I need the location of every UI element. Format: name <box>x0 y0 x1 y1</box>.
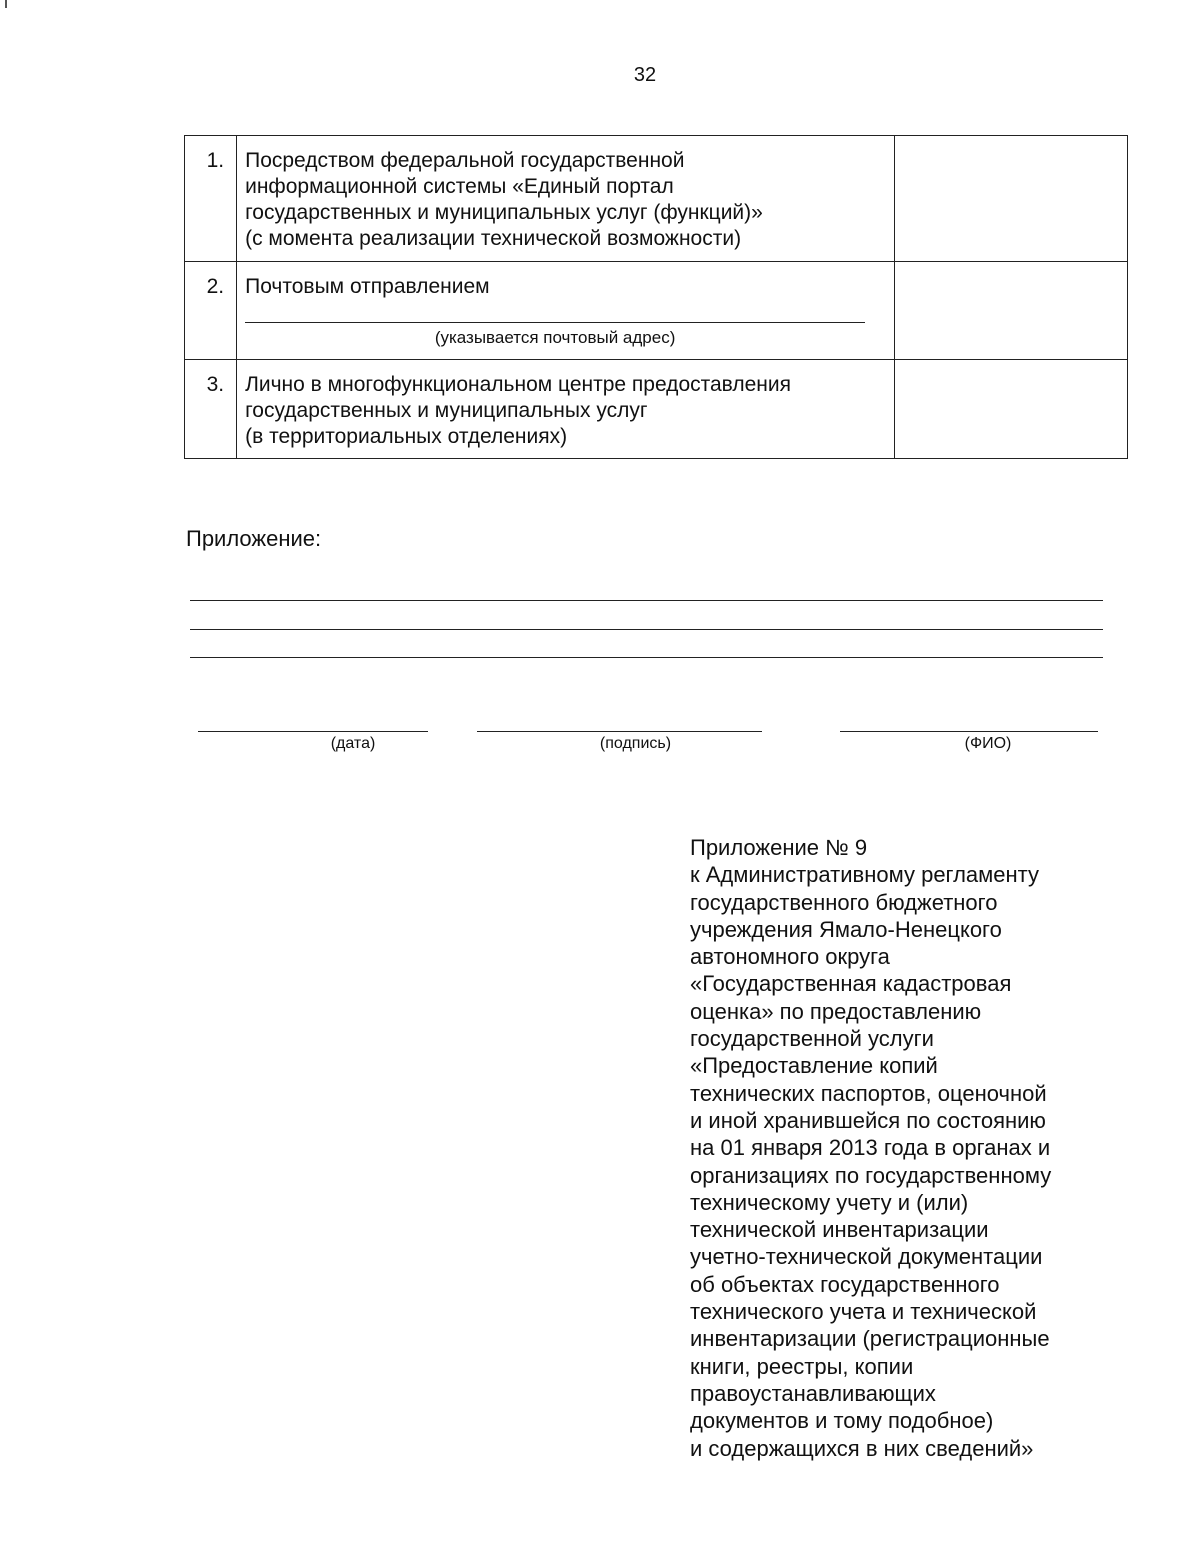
annex-line: документов и тому подобное) <box>690 1408 994 1434</box>
annex-line: и содержащихся в них сведений» <box>690 1435 1034 1461</box>
annex-line: об объектах государственного <box>690 1271 1000 1297</box>
method-line: (с момента реализации технической возможности) <box>245 227 742 250</box>
annex-line: правоустанавливающих <box>690 1380 936 1406</box>
annex-line: автономного округа <box>690 944 890 970</box>
row-check-cell[interactable] <box>894 262 1128 360</box>
method-line: государственных и муниципальных услуг <box>245 399 648 422</box>
annex-line: книги, реестры, копии <box>690 1353 914 1379</box>
annex-line: техническому учету и (или) <box>690 1189 969 1215</box>
annex-line: организациях по государственному <box>690 1162 1052 1188</box>
appendix-blank-line[interactable] <box>190 600 1103 601</box>
row-number: 2. <box>185 262 237 360</box>
annex-line: государственного бюджетного <box>690 889 998 915</box>
annex-line: и иной хранившейся по состоянию <box>690 1107 1046 1133</box>
date-caption: (дата) <box>330 735 376 752</box>
appendix-label: Приложение: <box>186 526 322 551</box>
delivery-methods-table <box>184 135 1128 459</box>
postal-address-line[interactable] <box>245 322 865 323</box>
scan-mark <box>5 0 7 8</box>
method-line: государственных и муниципальных услуг (функций)» <box>245 201 763 224</box>
annex-line: «Государственная кадастровая <box>690 971 1012 997</box>
annex-line: на 01 января 2013 года в органах и <box>690 1135 1051 1161</box>
table-row <box>185 360 1128 459</box>
annex-line: технического учета и технической <box>690 1299 1037 1325</box>
annex-line: к Административному регламенту <box>690 862 1040 888</box>
row-method-text <box>237 262 894 360</box>
row-method-text <box>237 360 894 459</box>
signature-caption: (подпись) <box>599 735 672 752</box>
appendix-blank-line[interactable] <box>190 629 1103 630</box>
row-number: 1. <box>185 136 237 262</box>
method-line: (в территориальных отделениях) <box>245 425 568 448</box>
table-row <box>185 136 1128 262</box>
date-line[interactable] <box>198 731 428 732</box>
annex-line: государственной услуги <box>690 1026 934 1052</box>
method-line: информационной системы «Единый портал <box>245 175 674 198</box>
table-row <box>185 262 1128 360</box>
annex-line: технической инвентаризации <box>690 1217 989 1243</box>
name-caption: (ФИО) <box>964 735 1012 752</box>
page-number: 32 <box>633 64 657 86</box>
annex-line: технических паспортов, оценочной <box>690 1080 1047 1106</box>
annex-line: учреждения Ямало-Ненецкого <box>690 916 1002 942</box>
row-check-cell[interactable] <box>894 360 1128 459</box>
appendix-blank-line[interactable] <box>190 657 1103 658</box>
row-number: 3. <box>185 360 237 459</box>
method-line: Почтовым отправлением <box>245 275 490 298</box>
method-line: Посредством федеральной государственной <box>245 149 685 172</box>
annex-line: учетно-технической документации <box>690 1244 1043 1270</box>
row-method-text <box>237 136 894 262</box>
method-line: Лично в многофункциональном центре предоставления <box>245 373 791 396</box>
annex-line: инвентаризации (регистрационные <box>690 1326 1050 1352</box>
annex-title: Приложение № 9 <box>690 835 868 860</box>
annex-header <box>690 834 1051 1462</box>
annex-line: оценка» по предоставлению <box>690 998 982 1024</box>
annex-line: «Предоставление копий <box>690 1053 938 1079</box>
signature-line[interactable] <box>477 731 762 732</box>
row-check-cell[interactable] <box>894 136 1128 262</box>
postal-address-caption: (указывается почтовый адрес) <box>434 328 676 347</box>
name-line[interactable] <box>840 731 1098 732</box>
